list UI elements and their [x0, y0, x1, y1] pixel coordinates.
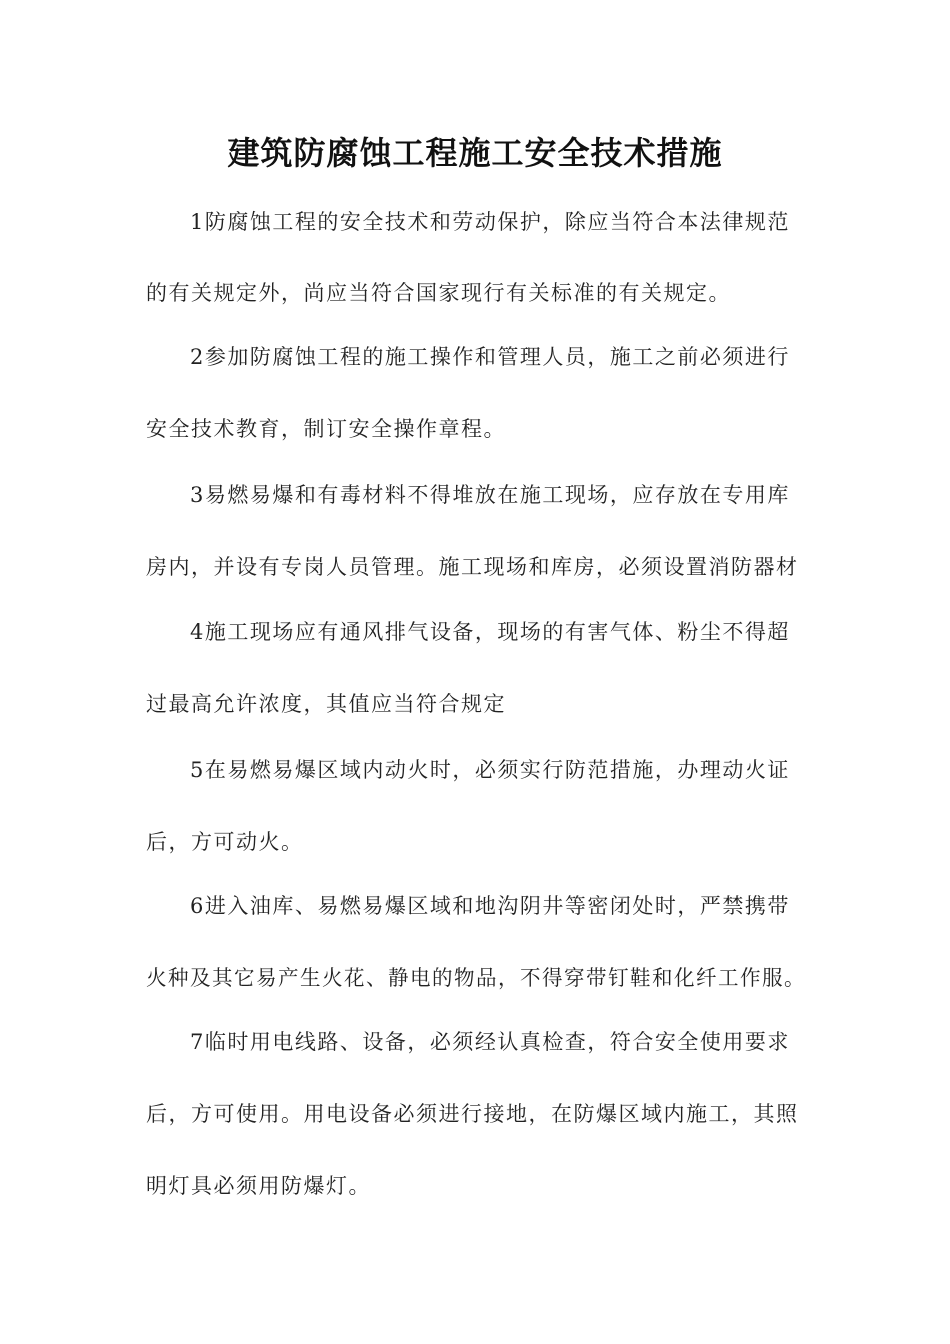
paragraph-5-line-2: 后，方可动火。 — [146, 830, 304, 854]
paragraph-2-line-1: 2参加防腐蚀工程的施工操作和管理人员，施工之前必须进行 — [190, 345, 790, 369]
paragraph-7-line-3: 明灯具必须用防爆灯。 — [146, 1174, 371, 1198]
paragraph-4-line-1: 4施工现场应有通风排气设备，现场的有害气体、粉尘不得超 — [190, 620, 790, 644]
paragraph-6-line-1: 6进入油库、易燃易爆区域和地沟阴井等密闭处时，严禁携带 — [190, 894, 790, 918]
document-title: 建筑防腐蚀工程施工安全技术措施 — [227, 134, 723, 172]
paragraph-7-line-1: 7临时用电线路、设备，必须经认真检查，符合安全使用要求 — [190, 1030, 790, 1054]
paragraph-1-line-1: 1防腐蚀工程的安全技术和劳动保护，除应当符合本法律规范 — [190, 210, 790, 234]
paragraph-1-line-2: 的有关规定外，尚应当符合国家现行有关标准的有关规定。 — [146, 281, 731, 305]
paragraph-3-line-1: 3易燃易爆和有毒材料不得堆放在施工现场，应存放在专用库 — [190, 483, 790, 507]
paragraph-6-line-2: 火种及其它易产生火花、静电的物品，不得穿带钉鞋和化纤工作服。 — [146, 966, 806, 990]
paragraph-2-line-2: 安全技术教育，制订安全操作章程。 — [146, 417, 506, 441]
paragraph-7-line-2: 后，方可使用。用电设备必须进行接地，在防爆区域内施工，其照 — [146, 1102, 799, 1126]
paragraph-5-line-1: 5在易燃易爆区域内动火时，必须实行防范措施，办理动火证 — [190, 758, 790, 782]
paragraph-3-line-2: 房内，并设有专岗人员管理。施工现场和库房，必须设置消防器材 — [146, 555, 799, 579]
paragraph-4-line-2: 过最高允许浓度，其值应当符合规定 — [146, 692, 506, 716]
